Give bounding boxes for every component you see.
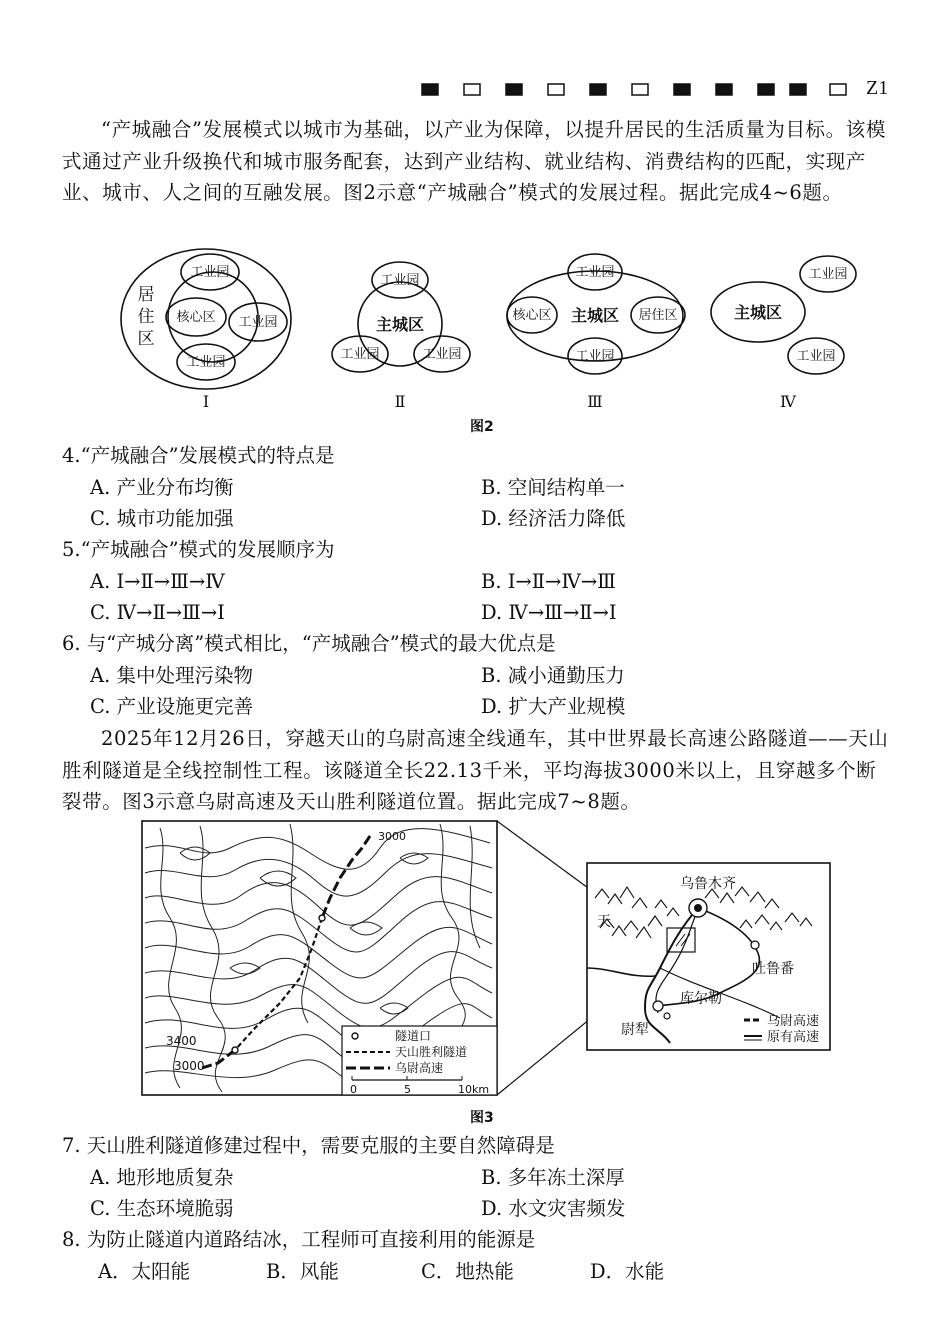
q6-option-a: A. 集中处理污染物	[90, 664, 253, 687]
fig2-park: 工业园	[575, 349, 615, 364]
city-korla-icon	[653, 1001, 663, 1011]
q8-option-d: D．水能	[590, 1260, 665, 1283]
q8-stem: 8. 为防止隧道内道路结冰，工程师可直接利用的能源是	[62, 1228, 536, 1251]
q8-option-b: B．风能	[266, 1260, 339, 1283]
q4-option-c: C. 城市功能加强	[90, 507, 234, 530]
fig3-legend-highway: 乌尉高速	[395, 1061, 444, 1075]
inset-mountain-label: 天	[597, 914, 611, 930]
fig3-contour-label: 3000	[378, 830, 406, 843]
q6-stem: 6. 与“产城分离”模式相比，“产城融合”模式的最大优点是	[62, 632, 556, 655]
inset-city-yuli: 尉犁	[621, 1022, 649, 1038]
q5-option-b: B. Ⅰ→Ⅱ→Ⅳ→Ⅲ	[481, 570, 616, 593]
q5-option-c: C. Ⅳ→Ⅱ→Ⅲ→Ⅰ	[90, 601, 225, 624]
svg-text:居: 居	[137, 285, 155, 305]
fig2-roman-4: Ⅳ	[780, 392, 796, 411]
fig3-contour-label: 3400	[166, 1034, 197, 1048]
q7-stem: 7. 天山胜利隧道修建过程中，需要克服的主要自然障碍是	[62, 1134, 555, 1157]
q6-option-b: B. 减小通勤压力	[481, 664, 625, 687]
passage-1: “产城融合”发展模式以城市为基础，以产业为保障，以提升居民的生活质量为目标。该模式通过产业升级换代和城市服务配套，达到产业结构、就业结构、消费结构的匹配，实现产业、城市、人之间的互融发展。图2示意“产城融合”模式的发展过程。据此完成4~6题。	[62, 118, 886, 205]
fig3-scale-10: 10km	[458, 1083, 490, 1096]
fig2-core: 核心区	[512, 308, 552, 323]
q4-option-d: D. 经济活力降低	[481, 507, 626, 530]
fig2-park: 工业园	[808, 267, 848, 282]
q4-option-a: A. 产业分布均衡	[90, 476, 234, 499]
q5-option-a: A. Ⅰ→Ⅱ→Ⅲ→Ⅳ	[90, 570, 225, 593]
svg-text:区: 区	[137, 329, 155, 349]
fig2-park: 工业园	[190, 265, 230, 280]
fig3-caption: 图3	[470, 1110, 494, 1126]
city-turpan-icon	[751, 941, 759, 949]
q5-stem: 5.“产城融合”模式的发展顺序为	[62, 538, 335, 561]
fig2-park: 工业园	[340, 347, 380, 362]
q6-option-d: D. 扩大产业规模	[481, 695, 626, 718]
fig3-legend-tunnel: 天山胜利隧道	[395, 1045, 468, 1059]
fig2-main: 主城区	[570, 306, 620, 325]
fig2-roman-3: Ⅲ	[587, 392, 603, 411]
fig3-scale-0: 0	[350, 1083, 357, 1096]
fig2-park: 工业园	[422, 347, 462, 362]
figure-3	[140, 818, 840, 1100]
fig3-scale-5: 5	[404, 1083, 411, 1096]
city-yuli-icon	[664, 1013, 670, 1019]
fig2-core: 核心区	[176, 310, 216, 325]
inset-city-turpan: 吐鲁番	[752, 961, 794, 977]
header-marks	[420, 80, 850, 100]
q7-option-d: D. 水文灾害频发	[481, 1197, 626, 1220]
fig2-residential-h: 居住区	[638, 308, 678, 323]
q6-option-c: C. 产业设施更完善	[90, 695, 254, 718]
figure-2	[110, 244, 870, 416]
inset-legend-old: 原有高速	[767, 1030, 820, 1045]
fig2-park: 工业园	[575, 265, 615, 280]
fig2-main: 主城区	[375, 315, 425, 334]
q4-stem: 4.“产城融合”发展模式的特点是	[62, 444, 335, 467]
fig2-park: 工业园	[238, 315, 278, 330]
fig3-contour-label: 3000	[174, 1059, 205, 1073]
inset-city-korla: 库尔勒	[680, 991, 722, 1007]
q7-option-c: C. 生态环境脆弱	[90, 1197, 234, 1220]
fig2-main: 主城区	[733, 303, 783, 322]
fig3-tunnel-portal	[319, 915, 325, 921]
q5-option-d: D. Ⅳ→Ⅲ→Ⅱ→Ⅰ	[481, 601, 617, 624]
fig3-legend-portal: 隧道口	[395, 1029, 432, 1043]
fig2-park: 工业园	[796, 349, 836, 364]
q8-option-c: C．地热能	[421, 1260, 514, 1283]
q8-option-a: A．太阳能	[98, 1260, 191, 1283]
fig2-park: 工业园	[186, 355, 226, 370]
q4-option-b: B. 空间结构单一	[481, 476, 625, 499]
q7-option-a: A. 地形地质复杂	[90, 1166, 234, 1189]
inset-city-urumqi: 乌鲁木齐	[680, 876, 736, 892]
fig2-park: 工业园	[380, 273, 420, 288]
fig3-tunnel-portal	[232, 1047, 238, 1053]
fig2-caption: 图2	[470, 419, 494, 435]
svg-text:住: 住	[137, 307, 155, 327]
q7-option-b: B. 多年冻土深厚	[481, 1166, 625, 1189]
passage-2: 2025年12月26日，穿越天山的乌尉高速全线通车，其中世界最长高速公路隧道——天山胜利隧道是全线控制性工程。该隧道全长22.13千米，平均海拔3000米以上，且穿越多个断裂带。图3示意乌尉高速及天山胜利隧道位置。据此完成7~8题。	[62, 727, 889, 814]
inset-legend-new: 乌尉高速	[767, 1014, 820, 1029]
paper-code: Z1	[866, 77, 889, 99]
fig2-roman-2: Ⅱ	[394, 392, 406, 411]
fig2-roman-1: Ⅰ	[202, 392, 210, 411]
